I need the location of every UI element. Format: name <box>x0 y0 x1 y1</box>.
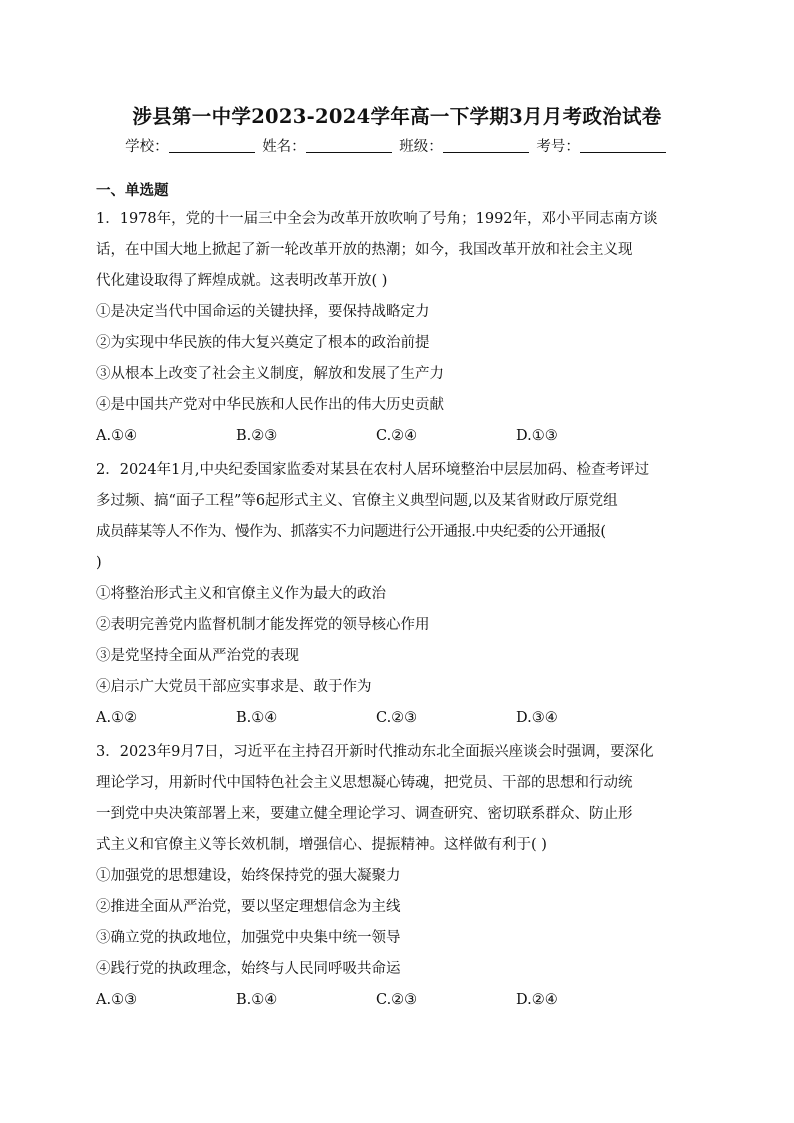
choice-a: A.①② <box>96 710 138 726</box>
question-3-stem-line: 理论学习，用新时代中国特色社会主义思想凝心铸魂，把党员、干部的思想和行动统 <box>96 775 633 791</box>
choice-a: A.①④ <box>96 428 138 444</box>
school-blank <box>169 138 255 153</box>
question-2-stem-line: 多过频、搞“面子工程”等6起形式主义、官僚主义典型问题,以及某省财政厅原党组 <box>96 493 618 509</box>
question-2 <box>96 455 712 734</box>
question-3-stem-line: 一到党中央决策部署上来，要建立健全理论学习、调查研究、密切联系群众、防止形 <box>96 806 633 822</box>
choice-b: B.①④ <box>236 710 278 726</box>
question-3-stem-line: 式主义和官僚主义等长效机制，增强信心、提振精神。这样做有利于( ) <box>96 837 547 853</box>
choice-d: D.③④ <box>516 710 558 726</box>
question-2-statement: ②表明完善党内监督机制才能发挥党的领导核心作用 <box>96 617 430 633</box>
question-1-choices <box>96 421 712 452</box>
name-blank <box>306 138 392 153</box>
question-2-choices <box>96 703 712 734</box>
school-label: 学校： <box>125 139 169 155</box>
question-1-stem-line: 1．1978年，党的十一届三中全会为改革开放吹响了号角；1992年，邓小平同志南方谈 <box>96 211 658 227</box>
choice-b: B.②③ <box>236 428 278 444</box>
question-3-statement: ②推进全面从严治党，要以坚定理想信念为主线 <box>96 899 401 915</box>
question-1-statement: ②为实现中华民族的伟大复兴奠定了根本的政治前提 <box>96 335 430 351</box>
choice-a: A.①③ <box>96 992 138 1008</box>
question-1-stem-line: 话，在中国大地上掀起了新一轮改革开放的热潮；如今，我国改革开放和社会主义现 <box>96 242 633 258</box>
question-3-choices <box>96 985 712 1016</box>
question-2-statement: ①将整治形式主义和官僚主义作为最大的政治 <box>96 586 386 602</box>
exam-number-label: 考号： <box>536 139 580 155</box>
exam-title: 涉县第一中学2023-2024学年高一下学期3月月考政治试卷 <box>132 105 662 128</box>
choice-c: C.②④ <box>376 428 418 444</box>
question-2-stem-text: 成员薛某等人不作为、慢作为、抓落实不力问题进行公开通报.中央纪委的公开通报( <box>96 524 606 540</box>
exam-content <box>96 178 712 1019</box>
question-3-stem-line: 3．2023年9月7日，习近平在主持召开新时代推动东北全面振兴座谈会时强调，要深化 <box>96 744 654 760</box>
question-2-stem-line <box>96 517 712 548</box>
question-2-stem-line: ) <box>96 555 102 571</box>
question-2-statement: ④启示广大党员干部应实事求是、敢于作为 <box>96 679 372 695</box>
question-3-statement: ①加强党的思想建设，始终保持党的强大凝聚力 <box>96 868 401 884</box>
question-3-statement: ④践行党的执政理念，始终与人民同呼吸共命运 <box>96 961 401 977</box>
exam-number-blank <box>580 138 666 153</box>
choice-c: C.②③ <box>376 992 418 1008</box>
question-1-statement: ①是决定当代中国命运的关键抉择，要保持战略定力 <box>96 304 430 320</box>
choice-d: D.①③ <box>516 428 558 444</box>
student-info-line <box>0 135 794 156</box>
question-1-statement: ③从根本上改变了社会主义制度，解放和发展了生产力 <box>96 366 444 382</box>
question-2-statement: ③是党坚持全面从严治党的表现 <box>96 648 299 664</box>
question-2-stem-line: 2．2024年1月,中央纪委国家监委对某县在农村人居环境整治中层层加码、检查考评过 <box>96 462 649 478</box>
name-label: 姓名： <box>262 139 306 155</box>
question-1 <box>96 204 712 452</box>
choice-d: D.②④ <box>516 992 558 1008</box>
choice-c: C.②③ <box>376 710 418 726</box>
class-blank <box>443 138 529 153</box>
question-3-statement: ③确立党的执政地位，加强党中央集中统一领导 <box>96 930 401 946</box>
question-3 <box>96 737 712 1016</box>
choice-b: B.①④ <box>236 992 278 1008</box>
class-label: 班级： <box>399 139 443 155</box>
section-heading: 一、单选题 <box>96 182 169 199</box>
question-1-stem-line: 代化建设取得了辉煌成就。这表明改革开放( ) <box>96 273 388 289</box>
question-1-statement: ④是中国共产党对中华民族和人民作出的伟大历史贡献 <box>96 397 444 413</box>
